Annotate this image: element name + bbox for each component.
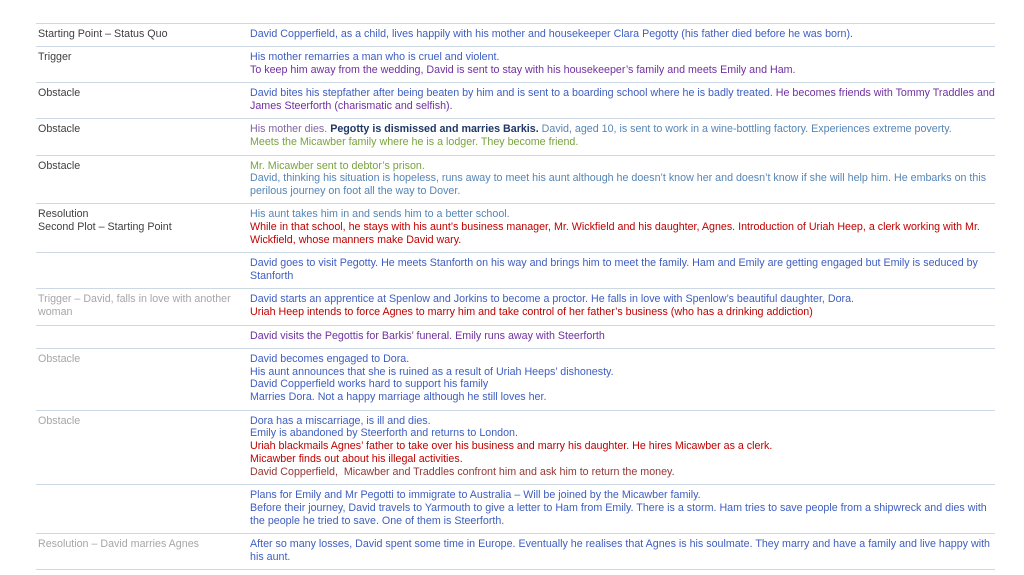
content-line — [250, 538, 995, 564]
content-line — [250, 466, 995, 479]
text-segment: Before their journey, David travels to Yarmouth to give a letter to Ham from Emily. There is a storm. Ham tries to save people from a shipwreck and dies with the people he tried to save. One of them is Steerforth. — [250, 501, 987, 527]
text-segment: David, aged 10, is sent to work in a wine-bottling factory. Experiences extreme poverty. — [541, 123, 952, 136]
text-segment: Micawber finds out about his illegal activities. — [250, 452, 463, 465]
content-line — [250, 502, 995, 528]
text-segment: His mother dies. — [250, 123, 331, 136]
text-segment: Marries Dora. Not a happy marriage although he still loves her. — [250, 391, 547, 404]
row-label-line: Obstacle — [38, 87, 81, 100]
table-row — [36, 325, 995, 348]
row-content — [248, 349, 995, 410]
table-row — [36, 203, 995, 252]
content-line — [250, 293, 995, 306]
content-line — [250, 427, 995, 440]
content-line — [250, 453, 995, 466]
text-segment: While in that school, he stays with his aunt’s business manager, Mr. Wickfield and his daughter, Agnes. Introduction of Uriah Heep, a clerk working with Mr. Wickfield, whose manners make David wary. — [250, 221, 980, 247]
row-content — [248, 326, 995, 348]
text-segment: David becomes engaged to Dora. — [250, 352, 410, 365]
content-line — [250, 306, 995, 319]
content-line — [250, 415, 995, 428]
row-label-line: Obstacle — [38, 159, 81, 172]
text-segment: David, thinking his situation is hopeless, runs away to meet his aunt although he doesn’t know her and doesn’t know if she will help him. He embarks on this perilous journey on foot all the way to Dover. — [250, 172, 987, 198]
row-label — [36, 289, 248, 324]
row-label — [36, 204, 248, 252]
text-segment: David Copperfield, as a child, lives happily with his mother and housekeeper Clara Pegotty (his father died before he was born). — [250, 28, 853, 40]
row-content — [248, 534, 995, 569]
text-segment: Meets the Micawber family where he is a lodger. They become friend. — [250, 136, 579, 149]
row-content — [248, 83, 995, 118]
table-row — [36, 118, 995, 154]
content-line — [250, 440, 995, 453]
text-segment: His aunt takes him in and sends him to a better school. — [250, 208, 510, 221]
row-label-line: Resolution – David marries Agnes — [38, 537, 199, 550]
row-content — [248, 411, 995, 484]
content-line — [250, 160, 995, 173]
row-content — [248, 204, 995, 252]
content-line — [250, 366, 995, 379]
row-label-line: Obstacle — [38, 123, 81, 136]
table-row — [36, 23, 995, 46]
row-content — [248, 156, 995, 204]
row-label — [36, 119, 248, 154]
table-row — [36, 82, 995, 118]
text-segment: He becomes friends with Tommy Traddles and James Steerforth (charismatic and selfish). — [250, 87, 995, 113]
table-row — [36, 484, 995, 533]
text-segment: David Copperfield, Micawber and Traddles confront him and ask him to return the money. — [250, 465, 675, 478]
row-content — [248, 289, 995, 324]
text-segment: Pegotty is dismissed and marries Barkis. — [330, 123, 542, 136]
table-row — [36, 46, 995, 82]
text-segment: Uriah blackmails Agnes’ father to take over his business and marry his daughter. He hires Micawber as a clerk. — [250, 440, 773, 453]
text-segment: His aunt announces that she is ruined as a result of Uriah Heeps’ dishonesty. — [250, 365, 614, 378]
text-segment: David starts an apprentice at Spenlow and Jorkins to become a proctor. He falls in love with Spenlow’s beautiful daughter, Dora. — [250, 293, 854, 306]
content-line — [250, 353, 995, 366]
content-line — [250, 208, 995, 221]
table-row — [36, 288, 995, 324]
content-line — [250, 28, 995, 41]
row-content — [248, 119, 995, 154]
content-line — [250, 330, 995, 343]
table-row — [36, 533, 995, 570]
row-content — [248, 24, 995, 46]
content-line — [250, 51, 995, 64]
text-segment: His mother remarries a man who is cruel and violent. — [250, 51, 500, 64]
text-segment: David visits the Pegottis for Barkis’ funeral. Emily runs away with Steerforth — [250, 329, 605, 342]
row-content — [248, 485, 995, 533]
content-line — [250, 378, 995, 391]
content-line — [250, 172, 995, 198]
row-label — [36, 326, 248, 348]
row-label-line: Trigger — [38, 51, 72, 64]
content-line — [250, 221, 995, 247]
content-line — [250, 136, 995, 149]
row-label — [36, 253, 248, 288]
row-content — [248, 253, 995, 288]
content-line — [250, 64, 995, 77]
row-label — [36, 349, 248, 410]
text-segment: Plans for Emily and Mr Pegotti to immigrate to Australia – Will be joined by the Micawber family. — [250, 489, 701, 502]
text-segment: To keep him away from the wedding, David is sent to stay with his housekeeper’s family and meets Emily and Ham. — [250, 64, 796, 77]
table-row — [36, 348, 995, 410]
plot-summary-table — [36, 23, 995, 570]
row-label — [36, 156, 248, 204]
content-line — [250, 123, 995, 136]
row-label — [36, 47, 248, 82]
row-label — [36, 485, 248, 533]
row-label-line: Trigger – David, falls in love with another woman — [38, 293, 231, 319]
row-label — [36, 24, 248, 46]
row-content — [248, 47, 995, 82]
text-segment: Uriah Heep intends to force Agnes to marry him and take control of her father’s business (who has a drinking addiction) — [250, 306, 813, 319]
content-line — [250, 87, 995, 113]
row-label — [36, 534, 248, 569]
table-row — [36, 410, 995, 484]
content-line — [250, 489, 995, 502]
row-label — [36, 411, 248, 484]
table-row — [36, 155, 995, 204]
row-label-line: Obstacle — [38, 352, 81, 365]
row-label-line: Obstacle — [38, 414, 81, 427]
text-segment: Dora has a miscarriage, is ill and dies. — [250, 414, 431, 427]
content-line — [250, 257, 995, 283]
text-segment: David Copperfield works hard to support his family — [250, 378, 489, 391]
text-segment: David bites his stepfather after being beaten by him and is sent to a boarding school where he is badly treated. — [250, 87, 776, 100]
text-segment: After so many losses, David spent some time in Europe. Eventually he realises that Agnes is his soulmate. They marry and have a family and live happy with his aunt. — [250, 537, 990, 563]
text-segment: Mr. Micawber sent to debtor’s prison. — [250, 159, 425, 172]
text-segment: Emily is abandoned by Steerforth and returns to London. — [250, 427, 518, 440]
row-label — [36, 83, 248, 118]
table-row — [36, 252, 995, 288]
row-label-line: Resolution — [38, 208, 89, 221]
text-segment: David goes to visit Pegotty. He meets Stanforth on his way and brings him to meet the family. Ham and Emily are getting engaged but Emily is seduced by Stanforth — [250, 257, 978, 283]
row-label-line: Second Plot – Starting Point — [38, 221, 172, 234]
content-line — [250, 391, 995, 404]
row-label-line: Starting Point – Status Quo — [38, 28, 168, 40]
